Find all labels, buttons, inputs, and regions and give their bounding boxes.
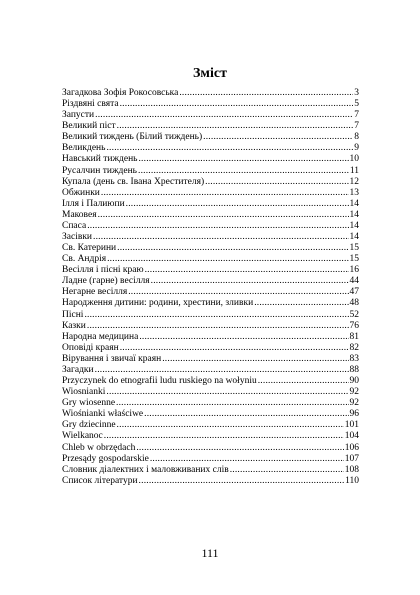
toc-dot-leader — [84, 310, 348, 321]
toc-dot-leader — [120, 99, 354, 110]
toc-entry-title: Спаса — [62, 220, 87, 231]
toc-entry-title: Русалчин тиждень — [62, 165, 137, 176]
toc-entry-title: Навський тиждень — [62, 154, 138, 165]
toc-entry-title: Загадки — [62, 364, 94, 375]
toc-entry-title: Св. Андрія — [62, 254, 107, 265]
toc-dot-leader — [93, 232, 348, 243]
toc-entry-page: 14 — [349, 232, 359, 243]
toc-entry-page: 3 — [354, 88, 359, 98]
toc-entry — [62, 232, 359, 243]
toc-entry-title: Wiośnianki właściwe — [62, 409, 144, 420]
toc-entry-page: 108 — [344, 464, 359, 475]
toc-entry-title: Ладне (гарне) весілля — [62, 276, 150, 287]
toc-dot-leader — [151, 276, 349, 287]
toc-dot-leader — [128, 287, 348, 298]
toc-list — [62, 88, 359, 487]
toc-entry — [62, 166, 359, 177]
toc-dot-leader — [139, 476, 345, 487]
toc-entry — [62, 287, 359, 298]
toc-dot-leader — [136, 443, 343, 454]
toc-entry-page: 81 — [349, 331, 359, 342]
toc-entry-page: 92 — [349, 387, 359, 398]
toc-entry-page: 107 — [344, 453, 359, 464]
toc-entry-page: 8 — [354, 132, 359, 143]
toc-dot-leader — [104, 431, 344, 442]
toc-entry-page: 90 — [349, 376, 359, 387]
toc-entry-page: 96 — [349, 409, 359, 420]
toc-entry-page: 82 — [349, 342, 359, 353]
toc-entry-title: Великий піст — [62, 121, 116, 132]
toc-dot-leader — [139, 332, 348, 343]
toc-entry — [62, 298, 359, 309]
toc-entry — [62, 132, 359, 143]
toc-entry — [62, 321, 359, 332]
toc-entry-title: Przyczynek do etnografii ludu ruskiego na wołyniu — [62, 376, 257, 387]
toc-dot-leader — [150, 454, 344, 465]
toc-entry-page: 5 — [354, 99, 359, 110]
toc-entry — [62, 154, 359, 165]
toc-entry-title: Chleb w obrzędach — [62, 442, 136, 453]
toc-dot-leader — [116, 398, 348, 409]
toc-dot-leader — [106, 143, 353, 154]
toc-entry-page: 7 — [354, 110, 359, 121]
toc-entry-title: Словник діалектних і маловживаних слів — [62, 464, 229, 475]
toc-entry-title: Запусти — [62, 110, 95, 121]
toc-entry-page: 15 — [349, 254, 359, 265]
toc-entry-title: Маковея — [62, 209, 97, 220]
toc-dot-leader — [145, 265, 349, 276]
toc-entry-title: Оповіді краян — [62, 342, 119, 353]
toc-dot-leader — [98, 210, 349, 221]
toc-entry-page: 7 — [354, 121, 359, 132]
toc-entry-title: Wielkanoc — [62, 431, 103, 442]
toc-entry-title: Wiosnianki — [62, 387, 106, 398]
toc-entry — [62, 354, 359, 365]
toc-entry — [62, 199, 359, 210]
toc-entry-title: Народження дитини: родини, хрестини, зливки — [62, 298, 254, 309]
toc-dot-leader — [117, 121, 354, 132]
toc-entry — [62, 221, 359, 232]
toc-dot-leader — [230, 465, 344, 476]
toc-entry-page: 12 — [349, 176, 359, 187]
toc-entry — [62, 332, 359, 343]
toc-entry — [62, 254, 359, 265]
toc-dot-leader — [107, 254, 348, 265]
toc-dot-leader — [205, 177, 348, 188]
toc-entry-title: Przesądy gospodarskie — [62, 453, 149, 464]
toc-entry-page: 14 — [349, 198, 359, 209]
toc-entry-page: 9 — [354, 143, 359, 154]
toc-dot-leader — [101, 188, 349, 199]
toc-dot-leader — [106, 387, 348, 398]
toc-entry-page: 106 — [344, 442, 359, 453]
toc-entry-title: Вірування і звичаї краян — [62, 353, 162, 364]
page-number: 111 — [201, 546, 219, 560]
toc-entry — [62, 99, 359, 110]
toc-dot-leader — [95, 110, 353, 121]
toc-entry-page: 83 — [349, 353, 359, 364]
toc-dot-leader — [126, 199, 349, 210]
toc-dot-leader — [144, 409, 348, 420]
toc-entry — [62, 420, 359, 431]
toc-entry — [62, 88, 359, 99]
toc-entry — [62, 310, 359, 321]
toc-dot-leader — [203, 132, 353, 143]
toc-entry-title: Засівки — [62, 232, 93, 243]
toc-entry-title: Ілля і Палиюпи — [62, 198, 125, 209]
toc-entry-page: 14 — [349, 209, 359, 220]
toc-entry — [62, 387, 359, 398]
toc-entry — [62, 188, 359, 199]
toc-entry-page: 14 — [349, 220, 359, 231]
toc-entry-title: Народна медицина — [62, 331, 139, 342]
toc-title: Зміст — [193, 66, 227, 81]
toc-entry-page: 13 — [349, 187, 359, 198]
toc-entry-title: Різдвяні свята — [62, 99, 119, 110]
toc-entry — [62, 243, 359, 254]
toc-dot-leader — [87, 221, 348, 232]
toc-entry-title: Обжинки — [62, 187, 100, 198]
toc-dot-leader — [254, 298, 348, 309]
toc-entry-page: 76 — [349, 320, 359, 331]
toc-entry-title: Пісні — [62, 309, 84, 320]
toc-entry — [62, 110, 359, 121]
toc-entry — [62, 143, 359, 154]
toc-entry — [62, 276, 359, 287]
toc-entry — [62, 265, 359, 276]
toc-dot-leader — [95, 365, 349, 376]
toc-entry-page: 104 — [344, 431, 359, 442]
toc-entry — [62, 476, 359, 487]
toc-dot-leader — [258, 376, 349, 387]
toc-entry-page: 48 — [349, 298, 359, 309]
toc-entry — [62, 431, 359, 442]
toc-entry-title: Gry wiosenne — [62, 398, 116, 409]
toc-entry — [62, 177, 359, 188]
toc-entry — [62, 376, 359, 387]
toc-dot-leader — [162, 354, 348, 365]
toc-entry-title: Негарне весілля — [62, 287, 128, 298]
toc-entry-page: 44 — [349, 276, 359, 287]
toc-entry-page: 110 — [345, 475, 359, 486]
toc-entry-page: 88 — [349, 364, 359, 375]
toc-entry — [62, 443, 359, 454]
toc-entry-page: 10 — [349, 154, 359, 165]
toc-entry-title: Купала (день св. Івана Хрестителя) — [62, 176, 205, 187]
toc-entry — [62, 343, 359, 354]
toc-entry — [62, 365, 359, 376]
toc-entry-title: Gry dziecinne — [62, 420, 116, 431]
toc-entry-page: 16 — [349, 265, 359, 276]
toc-entry-page: 15 — [349, 243, 359, 254]
toc-entry-title: Великий тиждень (Білий тиждень) — [62, 132, 203, 143]
toc-entry — [62, 454, 359, 465]
toc-entry-page: 92 — [349, 398, 359, 409]
toc-dot-leader — [138, 166, 349, 177]
toc-entry — [62, 398, 359, 409]
toc-dot-leader — [117, 243, 348, 254]
toc-entry-title: Загадкова Зофія Рокосовська — [62, 88, 179, 98]
toc-entry-title: Весілля і пісні краю — [62, 265, 144, 276]
toc-entry-page: 101 — [344, 420, 359, 431]
toc-dot-leader — [138, 154, 348, 165]
toc-entry-page: 11 — [349, 165, 359, 176]
toc-entry — [62, 409, 359, 420]
toc-dot-leader — [179, 88, 353, 99]
toc-entry-title: Св. Катерини — [62, 243, 117, 254]
toc-entry-page: 47 — [349, 287, 359, 298]
toc-entry-title: Список літератури — [62, 475, 138, 486]
toc-dot-leader — [120, 343, 349, 354]
toc-entry-title: Великдень — [62, 143, 106, 154]
toc-entry — [62, 210, 359, 221]
toc-dot-leader — [87, 321, 349, 332]
toc-entry-page: 52 — [349, 309, 359, 320]
toc-dot-leader — [117, 420, 344, 431]
toc-entry — [62, 465, 359, 476]
toc-entry-title: Казки — [62, 320, 86, 331]
toc-entry — [62, 121, 359, 132]
